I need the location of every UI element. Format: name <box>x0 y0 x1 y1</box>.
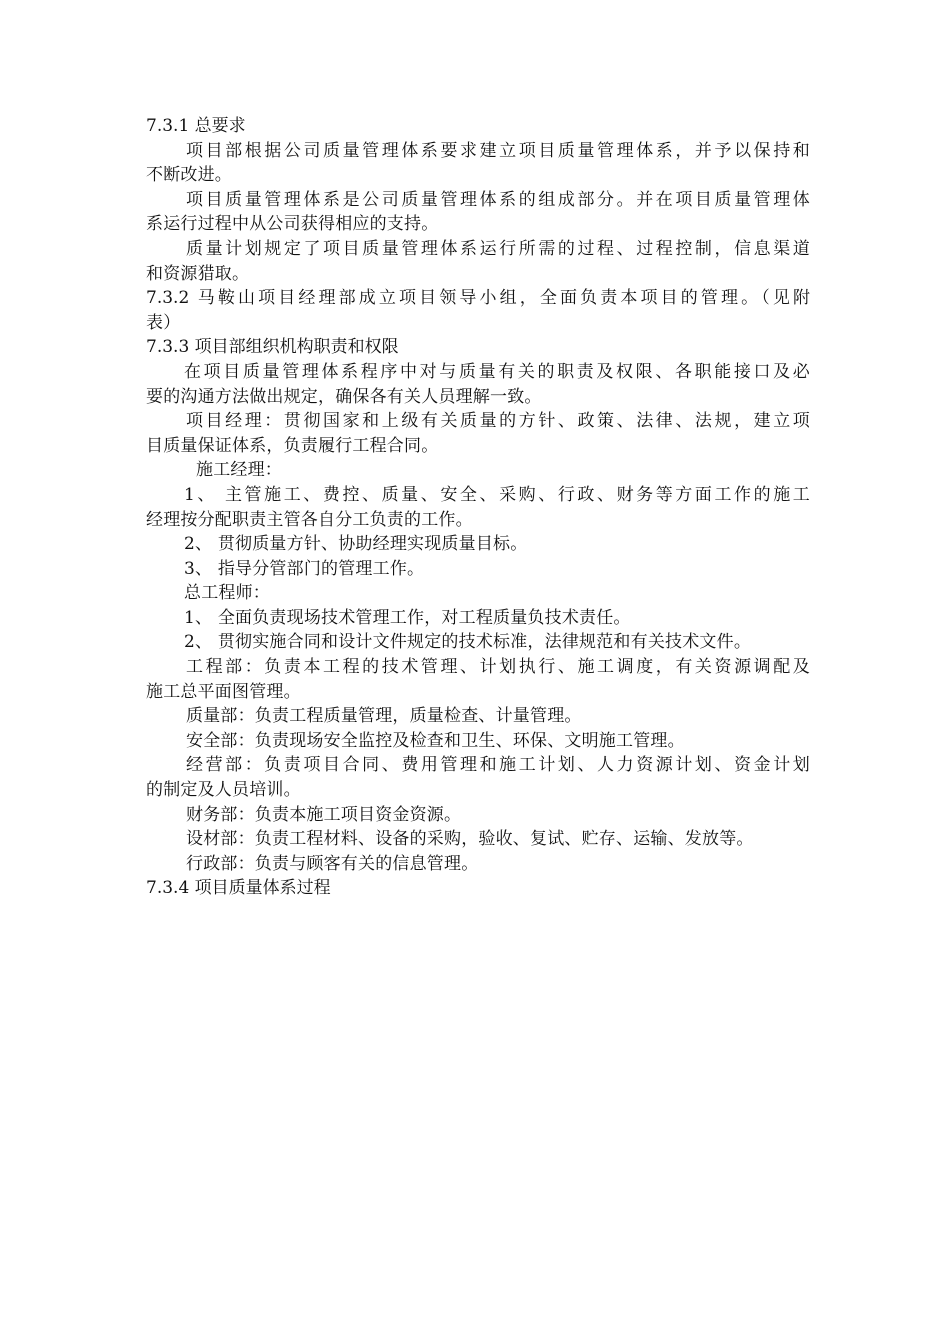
role-heading-construction-manager: 施工经理： <box>196 460 282 481</box>
department-line: 工程部：负责本工程的技术管理、计划执行、施工调度，有关资源调配及 <box>186 657 810 678</box>
paragraph-line: 表） <box>146 312 181 333</box>
paragraph-line: 质量计划规定了项目质量管理体系运行所需的过程、过程控制，信息渠道 <box>186 238 810 259</box>
department-line: 经营部：负责项目合同、费用管理和施工计划、人力资源计划、资金计划 <box>186 755 810 776</box>
document-page <box>146 114 810 901</box>
list-item-line: 2、 贯彻实施合同和设计文件规定的技术标准，法律规范和有关技术文件。 <box>184 632 752 653</box>
paragraph-line: 目质量保证体系，负责履行工程合同。 <box>146 435 439 456</box>
paragraph-line: 不断改进。 <box>146 165 232 186</box>
section-heading-7-3-1: 7.3.1 总要求 <box>146 116 246 136</box>
paragraph-line: 项目部根据公司质量管理体系要求建立项目质量管理体系，并予以保持和 <box>186 140 810 161</box>
section-heading-7-3-2: 7.3.2 马鞍山项目经理部成立项目领导小组，全面负责本项目的管理。（见附 <box>146 288 810 309</box>
paragraph-line: 和资源猎取。 <box>146 263 250 284</box>
department-line: 设材部：负责工程材料、设备的采购，验收、复试、贮存、运输、发放等。 <box>186 829 754 850</box>
section-heading-7-3-4: 7.3.4 项目质量体系过程 <box>146 878 331 899</box>
department-line: 安全部：负责现场安全监控及检查和卫生、环保、文明施工管理。 <box>186 730 685 751</box>
department-line: 质量部：负责工程质量管理，质量检查、计量管理。 <box>186 706 582 727</box>
list-item-line: 1、 全面负责现场技术管理工作，对工程质量负技术责任。 <box>184 607 631 628</box>
department-line: 财务部：负责本施工项目资金资源。 <box>186 804 462 825</box>
paragraph-line: 在项目质量管理体系程序中对与质量有关的职责及权限、各职能接口及必 <box>184 361 810 382</box>
list-item-line: 1、 主管施工、费控、质量、安全、采购、行政、财务等方面工作的施工 <box>184 484 810 505</box>
section-heading-7-3-3: 7.3.3 项目部组织机构职责和权限 <box>146 337 399 358</box>
list-item-line: 经理按分配职责主管各自分工负责的工作。 <box>146 509 473 530</box>
department-line: 施工总平面图管理。 <box>146 681 301 702</box>
paragraph-line: 系运行过程中从公司获得相应的支持。 <box>146 214 439 235</box>
paragraph-line: 项目经理：贯彻国家和上级有关质量的方针、政策、法律、法规，建立项 <box>186 411 810 432</box>
paragraph-line: 项目质量管理体系是公司质量管理体系的组成部分。并在项目质量管理体 <box>186 189 810 210</box>
department-line: 的制定及人员培训。 <box>146 780 301 801</box>
paragraph-line: 要的沟通方法做出规定，确保各有关人员理解一致。 <box>146 386 542 407</box>
list-item-line: 3、 指导分管部门的管理工作。 <box>184 558 425 579</box>
list-item-line: 2、 贯彻质量方针、协助经理实现质量目标。 <box>184 534 528 555</box>
role-heading-chief-engineer: 总工程师： <box>184 583 270 604</box>
department-line: 行政部：负责与顾客有关的信息管理。 <box>186 853 479 874</box>
